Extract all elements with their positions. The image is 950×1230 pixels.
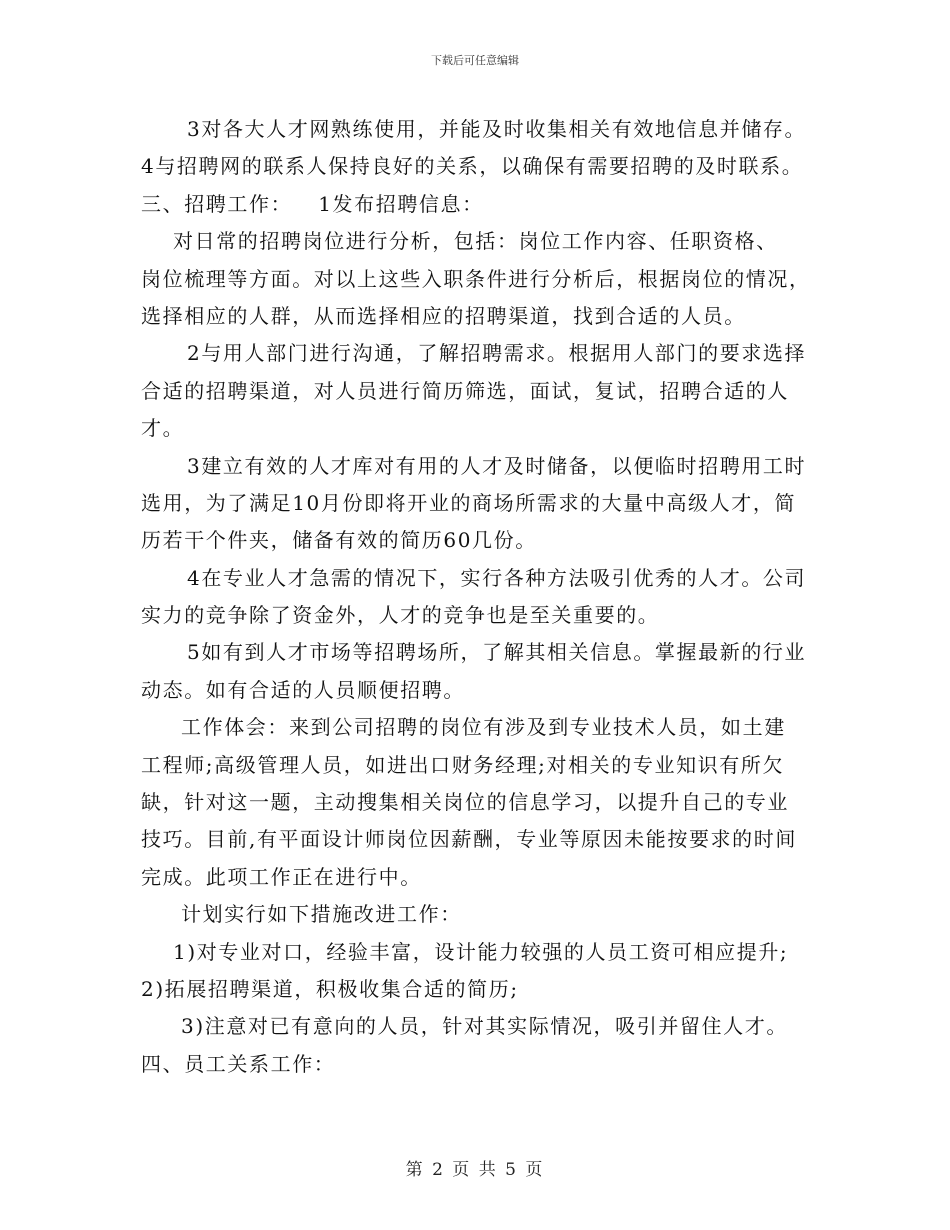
section-heading-recruitment: 三、招聘工作： [141, 191, 293, 216]
text-line-18: 工程师;高级管理人员，如进出口财务经理;对相关的专业知识有所欠 [141, 752, 785, 777]
page-footer: 第 2 页 共 5 页 [405, 1160, 545, 1180]
text-line-17: 工作体会：来到公司招聘的岗位有涉及到专业技术人员，如土建 [181, 715, 786, 740]
text-line-24: 2)拓展招聘渠道，积极收集合适的简历; [141, 976, 519, 1001]
text-line-6: 选择相应的人群，从而选择相应的招聘渠道，找到合适的人员。 [141, 303, 746, 328]
text-line-9: 才。 [141, 416, 185, 441]
text-line-5: 岗位梳理等方面。对以上这些入职条件进行分析后，根据岗位的情况， [141, 266, 811, 291]
text-line-13: 4在专业人才急需的情况下，实行各种方法吸引优秀的人才。公司 [187, 565, 807, 590]
text-line-8: 合适的招聘渠道，对人员进行简历筛选，面试，复试，招聘合适的人 [141, 378, 789, 403]
text-line-22: 计划实行如下措施改进工作： [181, 902, 462, 927]
text-line-3 [141, 186, 817, 223]
text-line-23: 1)对专业对口，经验丰富，设计能力较强的人员工资可相应提升; [173, 939, 789, 964]
text-line-2: 4与招聘网的联系人保持良好的关系，以确保有需要招聘的及时联系。 [141, 154, 804, 179]
text-line-20: 技巧。目前,有平面设计师岗位因薪酬，专业等原因未能按要求的时间 [141, 827, 797, 852]
text-line-4: 对日常的招聘岗位进行分析，包括：岗位工作内容、任职资格、 [173, 229, 778, 254]
text-line-15: 5如有到人才市场等招聘场所，了解其相关信息。掌握最新的行业 [187, 640, 807, 665]
text-line-1: 3对各大人才网熟练使用，并能及时收集相关有效地信息并储存。 [187, 117, 807, 141]
text-line-16: 动态。如有合适的人员顺便招聘。 [141, 677, 465, 702]
text-line-12: 历若干个件夹，储备有效的简历60几份。 [141, 528, 537, 553]
text-line-14: 实力的竞争除了资金外，人才的竞争也是至关重要的。 [141, 603, 660, 628]
text-line-7: 2与用人部门进行沟通，了解招聘需求。根据用人部门的要求选择 [187, 341, 807, 366]
text-line-10: 3建立有效的人才库对有用的人才及时储备，以便临时招聘用工时 [187, 453, 807, 478]
text-line-19: 缺，针对这一题，主动搜集相关岗位的信息学习，以提升自己的专业 [141, 790, 789, 815]
page-header: 下载后可任意编辑 [431, 54, 519, 67]
text-line-21: 完成。此项工作正在进行中。 [141, 864, 422, 889]
section-heading-employee-relations: 四、员工关系工作： [141, 1051, 336, 1076]
document-body [141, 111, 817, 1083]
subheading-publish-info: 1发布招聘信息： [318, 191, 484, 216]
text-line-11: 选用，为了满足10月份即将开业的商场所需求的大量中高级人才，简 [141, 490, 797, 515]
text-line-25: 3)注意对已有意向的人员，针对其实际情况，吸引并留住人才。 [181, 1014, 788, 1039]
